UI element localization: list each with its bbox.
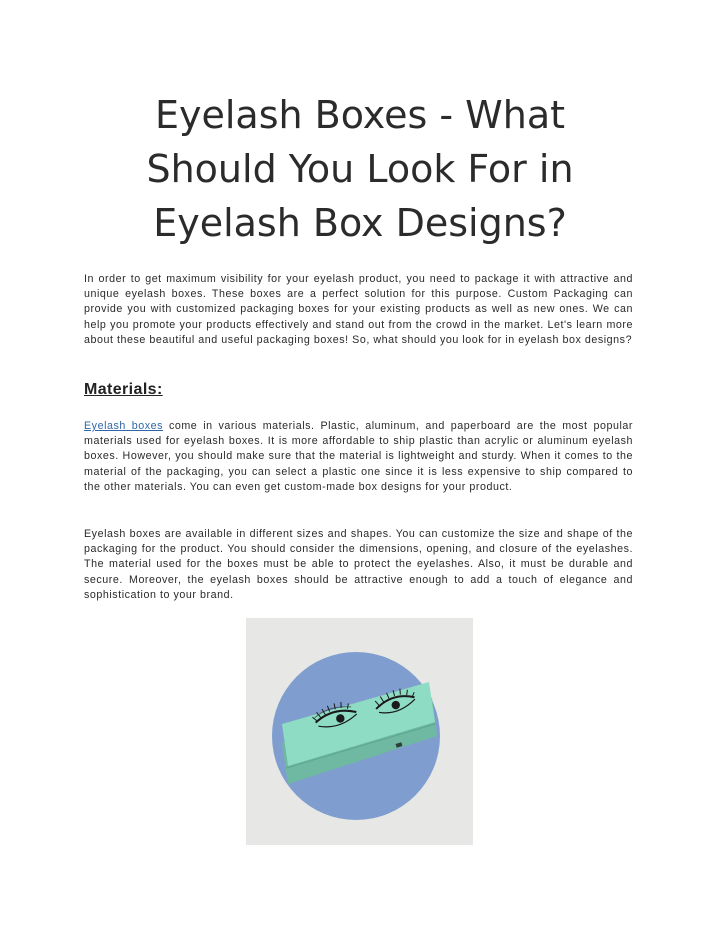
sizes-paragraph: Eyelash boxes are available in different sizes and shapes. You can customize the size and shape of the packaging for the product. You should consider the dimensions, opening, and closure of the eyelashes. The material used for the boxes must be able to protect the eyelashes. Also, it must be durable and secure. Moreover, the eyelash boxes should be attractive enough to add a touch of elegance and sophistication to your brand. [84, 528, 633, 601]
materials-heading: Materials: [84, 381, 163, 398]
eyelash-boxes-link[interactable]: Eyelash boxes [84, 420, 164, 432]
materials-paragraph [84, 419, 633, 495]
materials-paragraph-text: come in various materials. Plastic, aluminum, and paperboard are the most popular materials used for eyelash boxes. It is more affordable to ship plastic than acrylic or aluminum eyelash boxes. However, you should make sure that the material is lightweight and sturdy. When it comes to the material of the packaging, you can select a plastic one since it is less expensive to ship compared to the other materials. You can even get custom-made box designs for your product. [84, 420, 633, 493]
intro-paragraph: In order to get maximum visibility for your eyelash product, you need to package it with attractive and unique eyelash boxes. These boxes are a perfect solution for this purpose. Custom Packaging can provide you with customized packaging boxes for your existing products as well as new ones. We can help you promote your products effectively and stand out from the crowd in the market. Let's learn more about these beautiful and useful packaging boxes! So, what should you look for in eyelash box designs? [84, 273, 633, 346]
eyelash-box-illustration [246, 618, 473, 845]
eyelash-box-photo [246, 618, 473, 845]
page-title: Eyelash Boxes - What Should You Look For in Eyelash Box Designs? [146, 93, 574, 245]
